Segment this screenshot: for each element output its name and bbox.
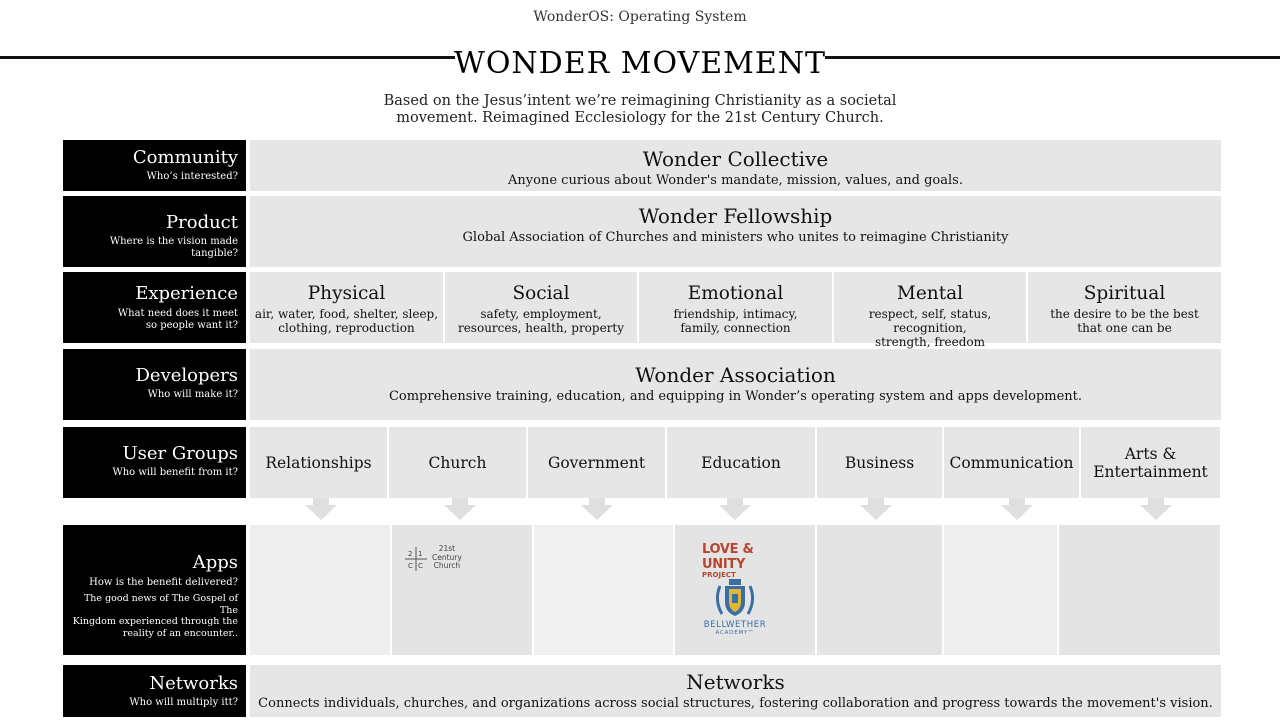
developers-heading: Wonder Association: [635, 363, 836, 387]
user-group-government: Government: [528, 427, 665, 498]
developers-panel: [250, 349, 1221, 420]
experience-label: [63, 272, 246, 343]
need-emotional-description: friendship, intimacy, family, connection: [673, 307, 798, 335]
networks-heading: Networks: [686, 670, 785, 694]
developers-description: Comprehensive training, education, and equipping in Wonder’s operating system and apps development.: [388, 389, 1083, 404]
networks-label-title: Networks: [149, 673, 238, 694]
networks-panel: [250, 665, 1221, 717]
product-panel: [250, 196, 1221, 267]
church-21st-text: 21st Century Church: [432, 544, 462, 570]
svg-text:C: C: [408, 562, 413, 570]
user-groups-label: [63, 427, 246, 498]
community-label-question: Who’s interested?: [146, 171, 238, 182]
need-spiritual-name: Spiritual: [1083, 283, 1166, 304]
networks-label-question: Who will multiply itt?: [129, 697, 238, 708]
bellwether-crest-icon: [712, 578, 758, 618]
apps-slot-communication: [944, 525, 1057, 655]
svg-text:C: C: [418, 562, 423, 570]
need-mental: [834, 272, 1026, 349]
product-label-title: Product: [166, 212, 238, 233]
user-groups-label-title: User Groups: [122, 443, 238, 464]
need-social-name: Social: [512, 283, 570, 304]
user-group-business: Business: [817, 427, 942, 498]
page-title: WONDER MOVEMENT: [454, 46, 826, 81]
experience-label-title: Experience: [135, 283, 238, 304]
apps-slot-church: [392, 525, 532, 655]
product-label: [63, 196, 246, 267]
community-panel: [250, 140, 1221, 191]
apps-slot-arts-entertainment: [1059, 525, 1220, 655]
subtitle-line-2: movement. Reimagined Ecclesiology for the 21st Century Church.: [396, 110, 884, 126]
down-arrow-4: [719, 505, 751, 520]
developers-label: [63, 349, 246, 420]
community-label-title: Community: [132, 147, 238, 168]
networks-label: [63, 665, 246, 717]
down-arrow-2: [444, 505, 476, 520]
apps-label-title: Apps: [192, 552, 238, 573]
community-heading: Wonder Collective: [642, 147, 829, 171]
networks-description: Connects individuals, churches, and organizations across social structures, fostering collaboration and progress towards the movement's vision.: [258, 696, 1213, 711]
apps-slot-relationships: [250, 525, 390, 655]
down-arrow-7: [1140, 505, 1172, 520]
apps-slot-education: [675, 525, 815, 655]
love-unity-title: LOVE & UNITY: [702, 542, 754, 572]
developers-label-question: Who will make it?: [147, 389, 238, 400]
apps-slot-business: [817, 525, 942, 655]
apps-slot-government: [534, 525, 673, 655]
user-groups-label-question: Who will benefit from it?: [112, 467, 238, 478]
community-label: [63, 140, 246, 191]
apps-label: [63, 525, 246, 655]
experience-question-line-2: so people want it?: [145, 320, 238, 331]
down-arrow-5: [860, 505, 892, 520]
need-social: [445, 272, 637, 343]
need-mental-name: Mental: [896, 283, 964, 304]
need-emotional: [639, 272, 832, 343]
need-physical-name: Physical: [307, 283, 386, 304]
user-group-communication: Communication: [944, 427, 1079, 498]
need-spiritual-description: the desire to be the best that one can be: [1050, 307, 1199, 335]
bellwether-subtitle: ACADEMY™: [715, 630, 755, 636]
need-spiritual: [1028, 272, 1221, 343]
experience-question-line-1: What need does it meet: [117, 308, 238, 319]
page-subtitle: [370, 93, 910, 127]
product-description: Global Association of Churches and ministers who unites to reimagine Christianity: [462, 230, 1009, 245]
apps-label-note: The good news of The Gospel of The Kingdom experienced through the reality of an encounter..: [72, 593, 238, 639]
need-physical: [250, 272, 443, 343]
subtitle-line-1: Based on the Jesus’intent we’re reimagining Christianity as a societal: [383, 93, 897, 109]
need-physical-description: air, water, food, shelter, sleep, clothing, reproduction: [254, 307, 439, 335]
user-group-education: Education: [667, 427, 815, 498]
church-21st-logo[interactable]: [404, 545, 474, 575]
svg-text:1: 1: [418, 550, 423, 558]
product-heading: Wonder Fellowship: [638, 204, 833, 228]
community-description: Anyone curious about Wonder's mandate, mission, values, and goals.: [508, 173, 963, 188]
os-title: WonderOS: Operating System: [533, 9, 747, 25]
developers-label-title: Developers: [135, 365, 238, 386]
need-emotional-name: Emotional: [687, 283, 784, 304]
bellwether-logo[interactable]: [695, 578, 775, 636]
bellwether-title: BELLWETHER: [703, 620, 767, 630]
svg-text:2: 2: [408, 550, 413, 558]
need-mental-description: respect, self, status, recognition, strength, freedom: [868, 307, 992, 349]
church-21st-mark-icon: [404, 546, 428, 572]
product-label-question: Where is the vision made tangible?: [109, 236, 238, 259]
love-unity-logo[interactable]: [702, 542, 797, 579]
user-group-relationships: Relationships: [250, 427, 387, 498]
user-group-arts-entertainment: Arts & Entertainment: [1081, 427, 1220, 498]
need-social-description: safety, employment, resources, health, property: [457, 307, 625, 335]
down-arrow-1: [305, 505, 337, 520]
apps-label-question: How is the benefit delivered?: [89, 577, 238, 588]
experience-label-question: [63, 308, 238, 332]
down-arrow-6: [1001, 505, 1033, 520]
user-group-church: Church: [389, 427, 526, 498]
down-arrow-3: [581, 505, 613, 520]
love-unity-subtitle: PROJECT: [702, 571, 736, 579]
